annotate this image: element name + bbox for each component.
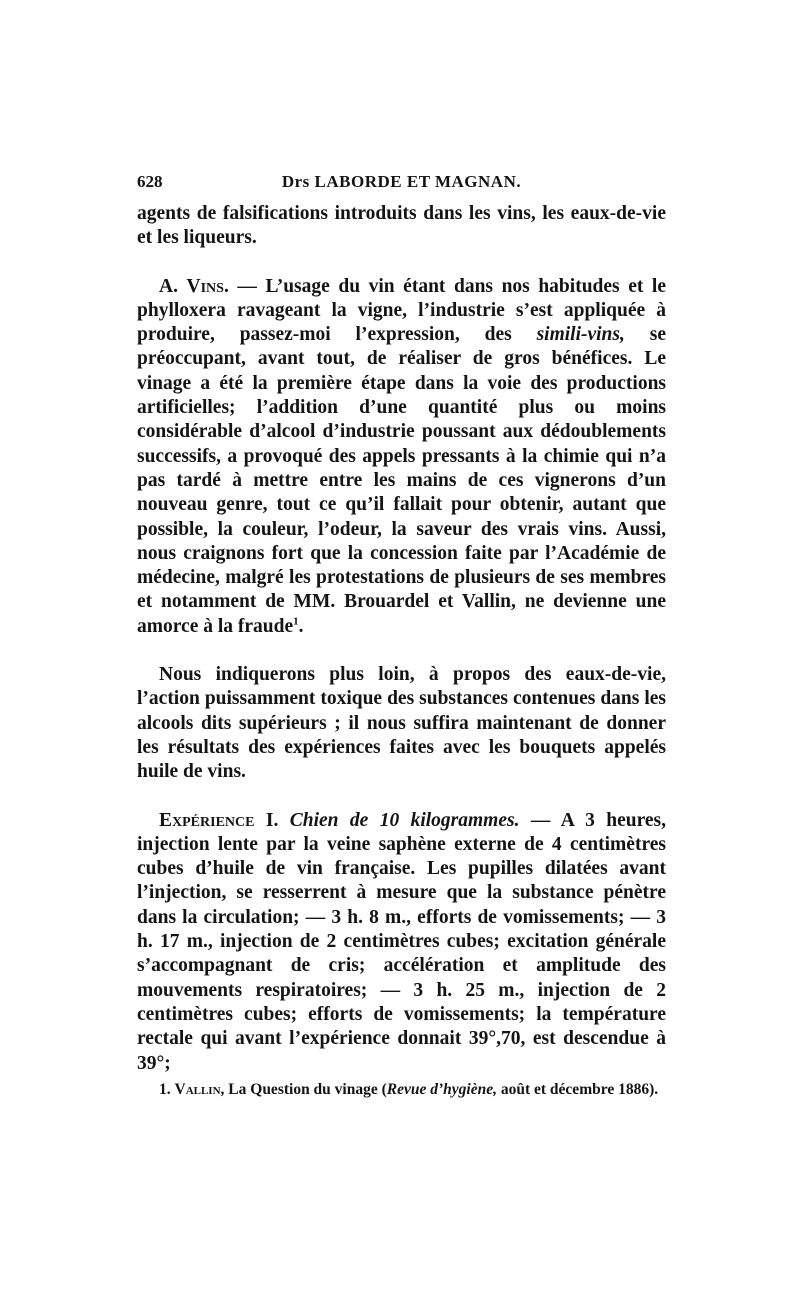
footnote-number: 1. (159, 1081, 175, 1098)
section-heading: Vins (186, 275, 224, 297)
footnote-ref[interactable]: 1 (293, 615, 299, 628)
section-emphasis: simili-vins, (536, 324, 625, 346)
running-head: Drs LABORDE ET MAGNAN. (281, 172, 522, 191)
experiment-number: I. (254, 809, 290, 831)
footnote-1 (137, 1080, 666, 1099)
experiment-text: — A 3 heures, injection lente par la veine saphène externe de 4 centimètres cubes d’huile de vin française. Les pupilles dilatées avant l’injection, se resserrent à mesure que la substance pénètre dans la circulation; — 3 h. 8 m., efforts de vomissements; — 3 h. 17 m., injection de 2 centimètres cubes; excitation générale s’accompagnant de cris; accélération et amplitude des mouvements respiratoires; — 3 h. 25 m., injection de 2 centimètres cubes; efforts de vomissements; la température rectale qui avant l’expérience donnait 39°,70, est descendue à 39°; (137, 809, 667, 1074)
section-text-3: . (298, 615, 304, 637)
footnote-text-1: , La Question du vinage ( (220, 1081, 387, 1098)
experiment-label: Expérience (159, 809, 255, 831)
intro-paragraph: agents de falsifications introduits dans les vins, les eaux-de-vie et les liqueurs. (137, 203, 666, 249)
section-text-2: se préoccupant, avant tout, de réaliser de gros bénéfices. Le vinage a été la première étape dans la voie des productions artificielles; l’addition d’une quantité plus ou moins considérable d’alcool d’industrie poussant aux dédoublements successifs, a provoqué des appels pressants à la chimie qui n’a pas tardé à mettre entre les mains de ces vignerons d’un nouveau genre, tout ce qu’il fallait pour obtenir, autant que possible, la couleur, l’odeur, la saveur des vrais vins. Aussi, nous craignons fort que la concession faite par l’Académie de médecine, malgré les protestations de plusieurs de ses membres et notamment de MM. Brouardel et Vallin, ne devienne une amorce à la fraude (137, 324, 666, 637)
section-text-1: . — L’usage du vin étant dans nos habitudes et le phylloxera ravageant la vigne, l’industrie s’est appliquée à produire, passez-moi l’expression, des (137, 275, 666, 346)
footnote-author: Vallin (174, 1081, 221, 1098)
section-a-paragraph (137, 275, 666, 639)
footnote-text-2: août et décembre 1886). (496, 1081, 659, 1098)
footnotes (137, 1080, 666, 1099)
page-header (137, 172, 666, 196)
footnote-journal: Revue d’hygiène, (386, 1081, 497, 1098)
eaux-de-vie-paragraph: Nous indiquerons plus loin, à propos des eaux-de-vie, l’action puissamment toxique des substances contenues dans les alcools dits supérieurs ; il nous suffira maintenant de donner les résultats des expériences faites avec les bouquets appelés huile de vins. (137, 664, 666, 783)
body-text (137, 202, 666, 1076)
experiment-title: Chien de 10 kilogrammes. (289, 809, 520, 831)
page-number: 628 (137, 172, 163, 191)
section-label: A. (159, 275, 187, 297)
experiment-paragraph (137, 809, 666, 1076)
